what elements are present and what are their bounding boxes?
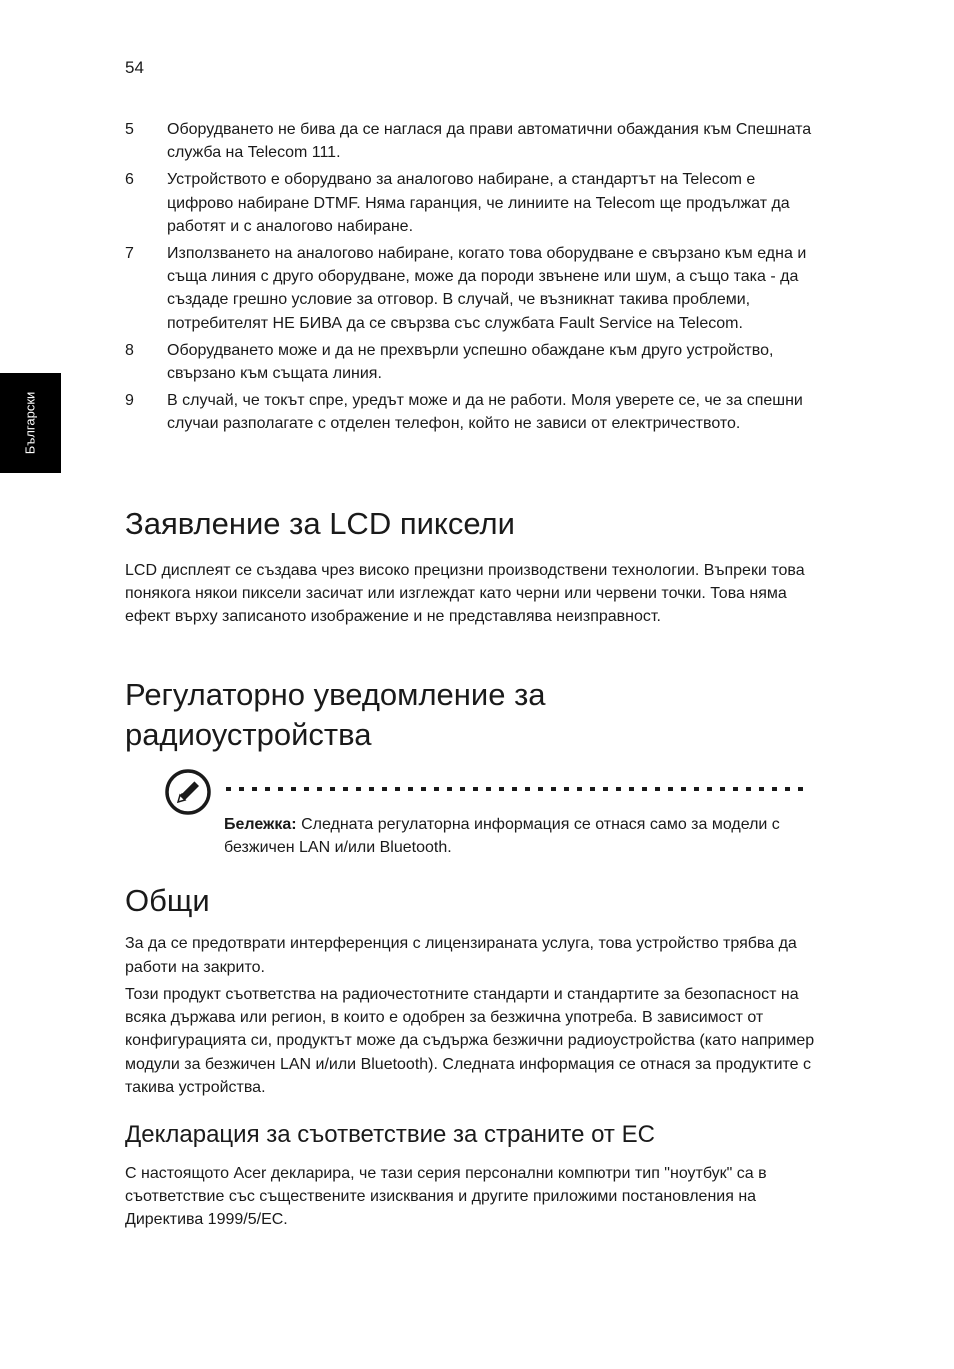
- list-item: [125, 389, 815, 435]
- list-item-number: 8: [125, 341, 134, 359]
- language-side-tab-label: Български: [22, 391, 38, 455]
- list-item-number: 7: [125, 245, 134, 263]
- note-pencil-icon: [165, 769, 211, 815]
- note-text: Следната регулаторна информация се отнася само за модели с безжичен LAN и/или Bluetooth.: [224, 816, 780, 857]
- note-label: Бележка:: [224, 816, 297, 833]
- list-item-text: Устройството е оборудвано за аналогово набиране, а стандартът на Telecom е цифрово набиране DTMF. Няма гаранция, че линиите на Telecom ще продължат да работят и с аналогово набиране.: [167, 171, 790, 235]
- list-item-text: Използването на аналогово набиране, когато това оборудване е свързано към една и съща линия с друго оборудване, може да породи звънене или шум, а също така - да създаде грешно условие за отговор. В случай, че възникнат такива проблеми, потребителят НЕ БИВА да се свързва със службата Fault Service на Telecom.: [167, 245, 807, 332]
- regulatory-heading: Регулаторно уведомление за радиоустройства: [125, 677, 546, 752]
- lcd-paragraph: LCD дисплеят се създава чрез високо прецизни производствени технологии. Въпреки това понякога някои пиксели засичат или изглеждат като черни или червени точки. Това няма ефект върху записаното изображение и не представлява неизправност.: [125, 562, 805, 626]
- general-heading: Общи: [125, 883, 210, 918]
- list-item-text: Оборудването може и да не прехвърли успешно обаждане към друго устройство, свързано към същата линия.: [167, 341, 774, 383]
- list-item-number: 9: [125, 392, 134, 410]
- list-item-text: Оборудването не бива да се наглася да прави автоматични обаждания към Спешната служба на Telecom 111.: [167, 121, 812, 162]
- list-item-number: 6: [125, 171, 134, 189]
- general-paragraph-1: За да се предотврати интерференция с лицензираната услуга, това устройство трябва да работи на закрито.: [125, 935, 797, 976]
- lcd-heading: Заявление за LCD пиксели: [125, 506, 515, 541]
- declaration-paragraph: С настоящото Acer декларира, че тази серия персонални компютри тип "ноутбук" са в съответствие със съществените изисквания и другите приложими постановления на Директива 1999/5/EC.: [125, 1165, 767, 1229]
- note-divider: [226, 787, 810, 791]
- numbered-list: [125, 118, 815, 440]
- list-item: [125, 168, 815, 238]
- list-item-text: В случай, че токът спре, уредът може и да не работи. Моля уверете се, че за спешни случаи разполагате с отделен телефон, който не зависи от електричеството.: [167, 392, 803, 433]
- note: [224, 813, 814, 859]
- list-item: [125, 242, 815, 335]
- list-item-number: 5: [125, 121, 134, 138]
- page-number: 54: [125, 58, 144, 77]
- declaration-heading: Декларация за съответствие за страните от ЕС: [125, 1121, 655, 1148]
- list-item: [125, 118, 815, 164]
- list-item: [125, 339, 815, 385]
- general-paragraph-2: Този продукт съответства на радиочестотните стандарти и стандартите за безопасност на всяка държава или регион, в които е одобрен за безжична употреба. В зависимост от конфигурацията си, продуктът може да съдържа безжични радиоустройства (като например модули за безжичен LAN и/или Bluetooth). Следната информация се отнася за продуктите с такива устройства.: [125, 986, 815, 1096]
